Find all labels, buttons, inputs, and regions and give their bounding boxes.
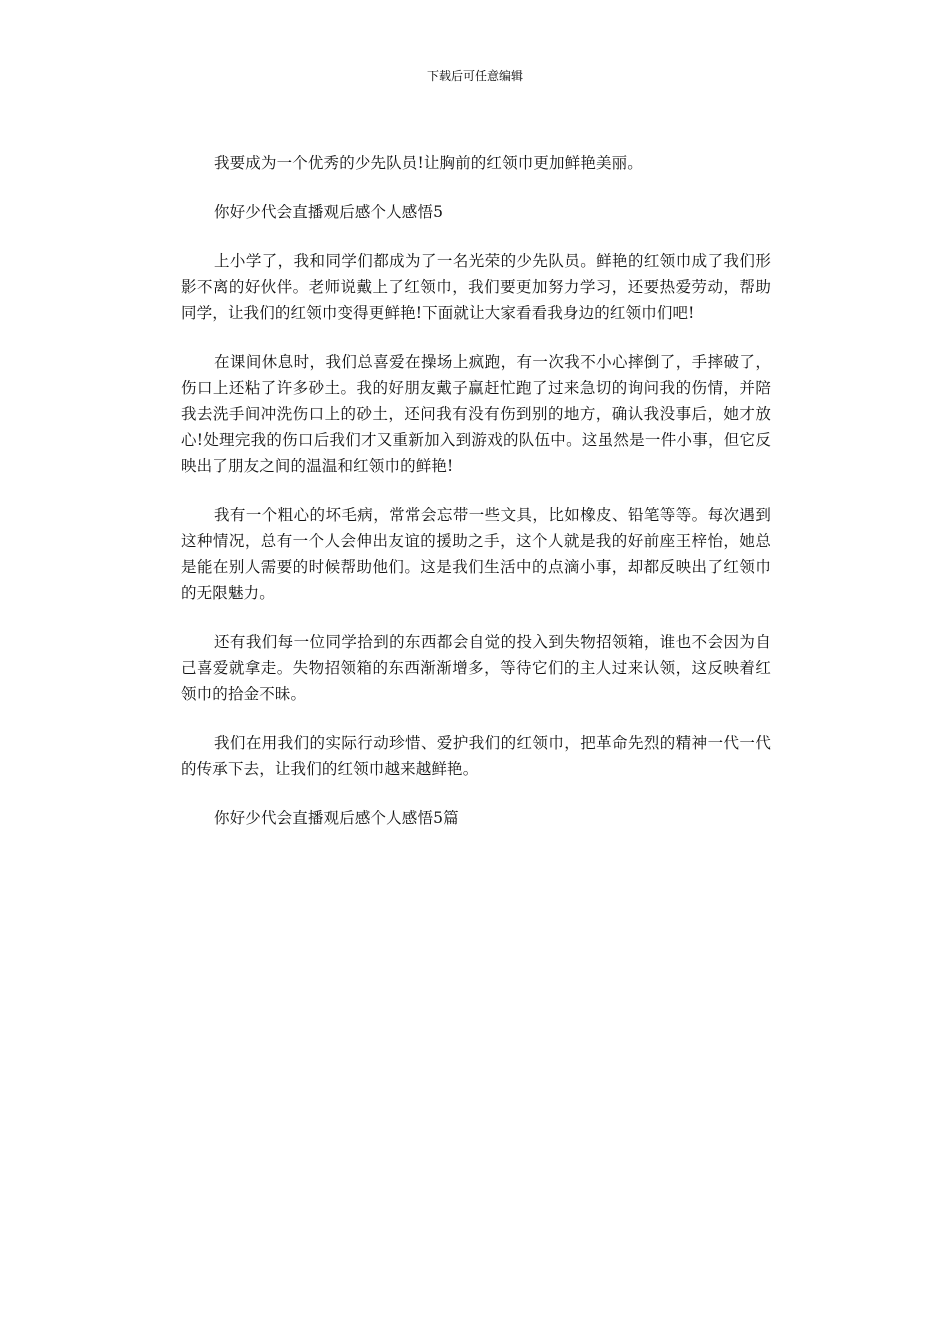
paragraph-lost-and-found: 还有我们每一位同学拾到的东西都会自觉的投入到失物招领箱，谁也不会因为自己喜爱就拿走。失物招领箱的东西渐渐增多，等待它们的主人过来认领，这反映着红领巾的拾金不昧。 (181, 633, 771, 703)
paragraph-conclusion: 我们在用我们的实际行动珍惜、爱护我们的红领巾，把革命先烈的精神一代一代的传承下去，让我们的红领巾越来越鲜艳。 (181, 734, 771, 778)
paragraph-closing-wish: 我要成为一个优秀的少先队员!让胸前的红领巾更加鲜艳美丽。 (214, 154, 643, 172)
section-heading: 你好少代会直播观后感个人感悟5 (214, 203, 444, 221)
paragraph-stationery-story: 我有一个粗心的坏毛病，常常会忘带一些文具，比如橡皮、铅笔等等。每次遇到这种情况，总有一个人会伸出友谊的援助之手，这个人就是我的好前座王梓怡，她总是能在别人需要的时候帮助他们。这是我们生活中的点滴小事，却都反映出了红领巾的无限魅力。 (181, 506, 771, 602)
page-header: 下载后可任意编辑 (426, 69, 523, 83)
paragraph-recess-story: 在课间休息时，我们总喜爱在操场上疯跑，有一次我不小心摔倒了，手摔破了，伤口上还粘了许多砂土。我的好朋友戴子赢赶忙跑了过来急切的询问我的伤情，并陪我去洗手间冲洗伤口上的砂土，还问我有没有伤到别的地方，确认我没事后，她才放心!处理完我的伤口后我们才又重新加入到游戏的队伍中。这虽然是一件小事，但它反映出了朋友之间的温温和红领巾的鲜艳! (181, 353, 771, 475)
paragraph-intro: 上小学了，我和同学们都成为了一名光荣的少先队员。鲜艳的红领巾成了我们形影不离的好伙伴。老师说戴上了红领巾，我们要更加努力学习，还要热爱劳动，帮助同学，让我们的红领巾变得更鲜艳!下面就让大家看看我身边的红领巾们吧! (181, 252, 771, 322)
document-body (181, 150, 771, 854)
document-footer-title: 你好少代会直播观后感个人感悟5篇 (214, 809, 459, 827)
